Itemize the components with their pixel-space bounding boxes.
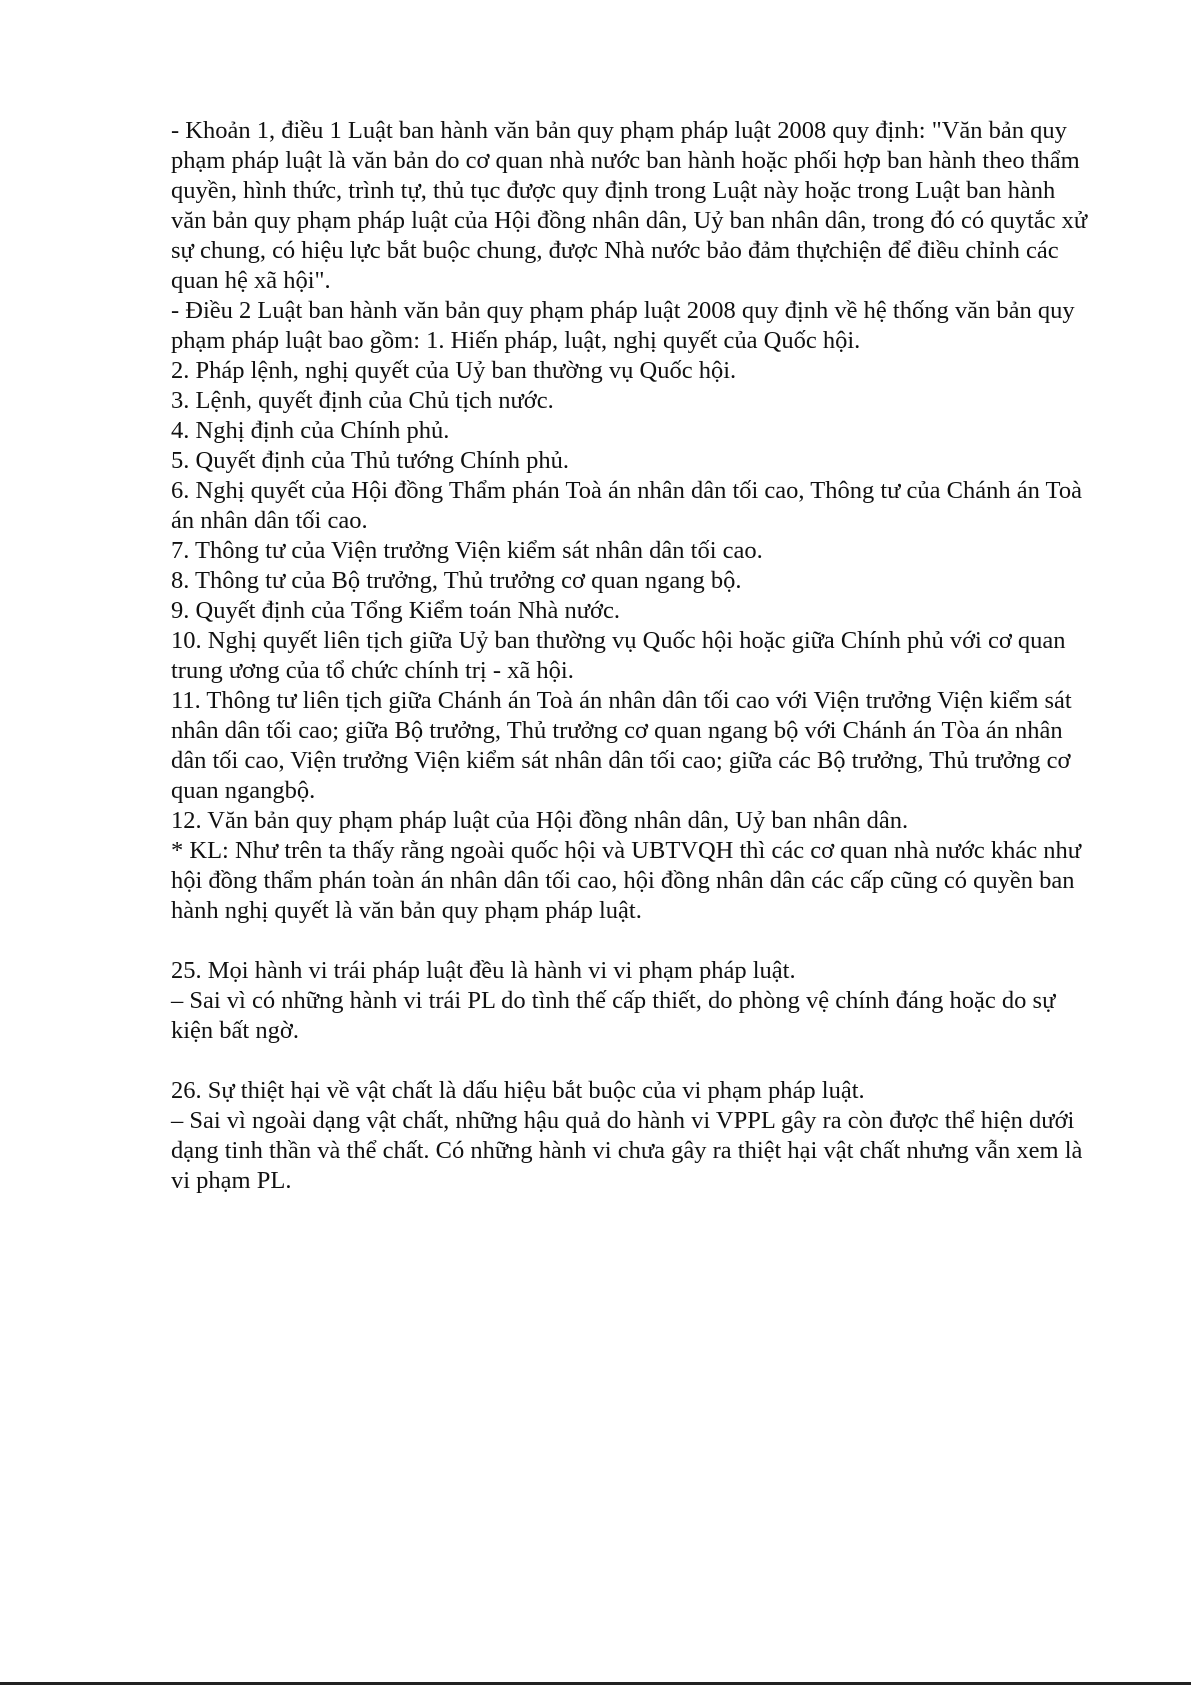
paragraph-gap xyxy=(171,926,1091,956)
list-item-5: 5. Quyết định của Thủ tướng Chính phủ. xyxy=(171,447,570,474)
block-question-26 xyxy=(171,1076,1091,1196)
question-26: 26. Sự thiệt hại về vật chất là dấu hiệu bắt buộc của vi phạm pháp luật. xyxy=(171,1077,865,1104)
block-question-25 xyxy=(171,956,1091,1046)
list-item-7: 7. Thông tư của Viện trưởng Viện kiểm sát nhân dân tối cao. xyxy=(171,537,763,564)
paragraph-khoan-1-dieu-1: - Khoản 1, điều 1 Luật ban hành văn bản quy phạm pháp luật 2008 quy định: "Văn bản quy phạm pháp luật là văn bản do cơ quan nhà nước ban hành hoặc phối hợp ban hành theo thẩm quyền, hình thức, trình tự, thủ tục được quy định trong Luật này hoặc trong Luật ban hành văn bản quy phạm pháp luật của Hội đồng nhân dân, Uỷ ban nhân dân, trong đó có quytắc xử sự chung, có hiệu lực bắt buộc chung, được Nhà nước bảo đảm thựchiện để điều chỉnh các quan hệ xã hội". xyxy=(171,117,1088,294)
list-item-6: 6. Nghị quyết của Hội đồng Thẩm phán Toà án nhân dân tối cao, Thông tư của Chánh án Toà án nhân dân tối cao. xyxy=(171,477,1082,534)
list-item-10: 10. Nghị quyết liên tịch giữa Uỷ ban thường vụ Quốc hội hoặc giữa Chính phủ với cơ quan trung ương của tổ chức chính trị - xã hội. xyxy=(171,627,1066,684)
list-item-11: 11. Thông tư liên tịch giữa Chánh án Toà án nhân dân tối cao với Viện trưởng Viện kiểm sát nhân dân tối cao; giữa Bộ trưởng, Thủ trưởng cơ quan ngang bộ với Chánh án Tòa án nhân dân tối cao, Viện trưởng Viện kiểm sát nhân dân tối cao; giữa các Bộ trưởng, Thủ trưởng cơ quan ngangbộ. xyxy=(171,687,1072,804)
list-item-8: 8. Thông tư của Bộ trưởng, Thủ trưởng cơ quan ngang bộ. xyxy=(171,567,742,594)
paragraph-dieu-2: - Điều 2 Luật ban hành văn bản quy phạm pháp luật 2008 quy định về hệ thống văn bản quy phạm pháp luật bao gồm: 1. Hiến pháp, luật, nghị quyết của Quốc hội. xyxy=(171,297,1075,354)
list-item-3: 3. Lệnh, quyết định của Chủ tịch nước. xyxy=(171,387,554,414)
paragraph-conclusion: * KL: Như trên ta thấy rằng ngoài quốc hội và UBTVQH thì các cơ quan nhà nước khác như hội đồng thẩm phán toàn án nhân dân tối cao, hội đồng nhân dân các cấp cũng có quyền ban hành nghị quyết là văn bản quy phạm pháp luật. xyxy=(171,837,1082,924)
answer-26: – Sai vì ngoài dạng vật chất, những hậu quả do hành vi VPPL gây ra còn được thể hiện dưới dạng tinh thần và thể chất. Có những hành vi chưa gây ra thiệt hại vật chất nhưng vẫn xem là vi phạm PL. xyxy=(171,1107,1083,1194)
block-legal-definition xyxy=(171,116,1091,926)
list-item-12: 12. Văn bản quy phạm pháp luật của Hội đồng nhân dân, Uỷ ban nhân dân. xyxy=(171,807,909,834)
document-body xyxy=(171,116,1091,1196)
list-item-4: 4. Nghị định của Chính phủ. xyxy=(171,417,450,444)
answer-25: – Sai vì có những hành vi trái PL do tình thế cấp thiết, do phòng vệ chính đáng hoặc do sự kiện bất ngờ. xyxy=(171,987,1056,1044)
list-item-9: 9. Quyết định của Tổng Kiểm toán Nhà nước. xyxy=(171,597,620,624)
paragraph-gap xyxy=(171,1046,1091,1076)
question-25: 25. Mọi hành vi trái pháp luật đều là hành vi vi phạm pháp luật. xyxy=(171,957,796,984)
list-item-2: 2. Pháp lệnh, nghị quyết của Uỷ ban thường vụ Quốc hội. xyxy=(171,357,737,384)
